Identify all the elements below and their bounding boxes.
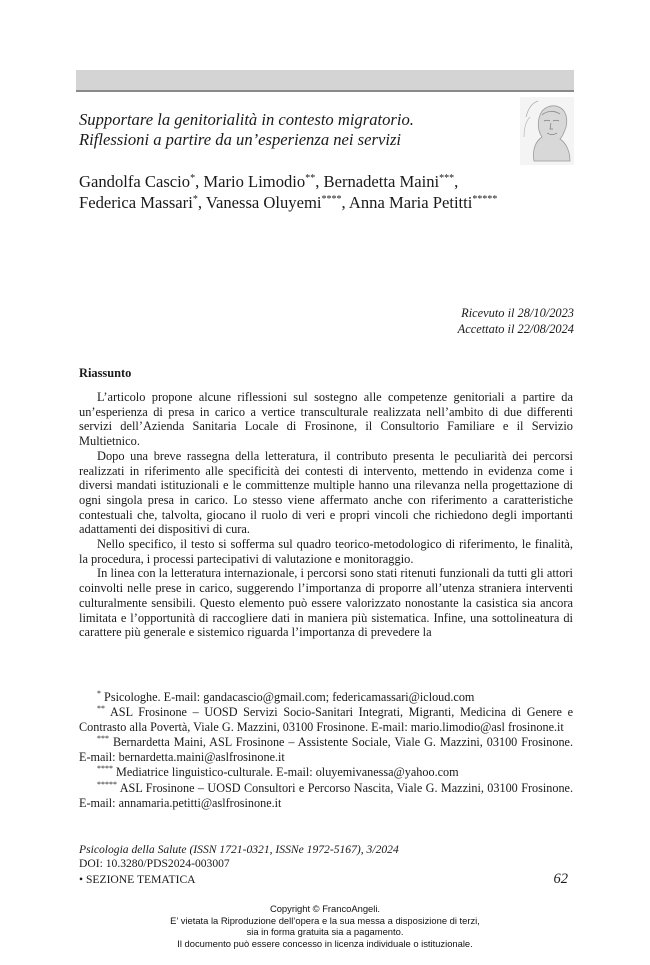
author-footnote-mark: * bbox=[190, 173, 196, 184]
footnote-mark: **** bbox=[97, 764, 113, 774]
footnote-mark: *** bbox=[97, 734, 109, 744]
article-title-line-2: Riflessioni a partire da un’esperienza nei servizi bbox=[79, 130, 402, 149]
section-label: • SEZIONE TEMATICA bbox=[79, 873, 196, 886]
journal-info bbox=[79, 843, 399, 870]
header-bar bbox=[76, 70, 574, 90]
footnote bbox=[79, 765, 573, 780]
author-footnote-mark: *** bbox=[439, 173, 455, 184]
footnotes bbox=[79, 690, 573, 811]
copyright-line: sia in forma gratuita sia a pagamento. bbox=[246, 926, 404, 938]
header-rule bbox=[76, 90, 574, 92]
author: Bernadetta Maini***, bbox=[323, 172, 459, 191]
footnote-text: Psicologhe. E-mail: gandacascio@gmail.com; federicamassari@icloud.com bbox=[104, 690, 475, 704]
article-title bbox=[79, 110, 499, 150]
abstract-heading: Riassunto bbox=[79, 366, 132, 380]
abstract-paragraph: In linea con la letteratura internazionale, i percorsi sono stati ritenuti funzionali da tutti gli attori coinvolti nelle prese in carico, suggerendo l’importanza di proporre all’utenza straniera interventi culturalmente sensibili. Questo elemento può essere valorizzato nonostante la casistica sia ancora limitata e l’opportunità di raccogliere dati in maniera più sistematica. Infine, una sottolineatura di carattere più generale e sistemico riguarda l’importanza di prevedere la bbox=[79, 566, 573, 640]
footnote-text: ASL Frosinone – UOSD Consultori e Percorso Nascita, Viale G. Mazzini, 03100 Frosinone. E-mail: annamaria.petitti@aslfrosinone.it bbox=[79, 780, 573, 810]
journal-citation: Psicologia della Salute (ISSN 1721-0321, ISSNe 1972-5167), 3/2024 bbox=[79, 843, 399, 856]
abstract-paragraph: Dopo una breve rassegna della letteratura, il contributo presenta le peculiarità dei percorsi realizzati in riferimento alle specificità dei contesti di intervento, mettendo in evidenza come i diversi mandati istituzionali e le committenze multiple hanno una rilevanza nella progettazione di ogni singola presa in carico. Lo stesso viene affermato anche con riferimento a caratteristiche contestuali che, talvolta, giocano il ruolo di veri e propri vincoli che richiedono degli importanti adattamenti dei dispositivi di cura. bbox=[79, 448, 573, 537]
author-footnote-mark: * bbox=[192, 194, 198, 205]
author: Vanessa Oluyemi****, bbox=[205, 193, 349, 212]
footnote-mark: ** bbox=[97, 704, 105, 714]
abstract-body bbox=[79, 390, 573, 640]
copyright-notice bbox=[0, 903, 650, 949]
footnote bbox=[79, 781, 573, 811]
author-footnote-mark: ***** bbox=[472, 194, 498, 205]
copyright-line: Copyright © FrancoAngeli. bbox=[269, 903, 381, 914]
abstract-paragraph: Nello specifico, il testo si sofferma sul quadro teorico-metodologico di riferimento, le finalità, la procedura, i processi partecipativi di valutazione e monitoraggio. bbox=[79, 537, 573, 566]
copyright-line: E’ vietata la Riproduzione dell’opera e la sua messa a disposizione di terzi, bbox=[170, 914, 480, 926]
submission-dates bbox=[458, 306, 574, 337]
journal-doi: DOI: 10.3280/PDS2024-003007 bbox=[79, 856, 230, 870]
journal-portrait-logo bbox=[520, 97, 574, 165]
footnote-mark: * bbox=[97, 689, 101, 698]
author: Gandolfa Cascio*, bbox=[79, 172, 204, 191]
accepted-date: Accettato il 22/08/2024 bbox=[457, 321, 574, 336]
author: Anna Maria Petitti***** bbox=[348, 193, 498, 212]
copyright-line: Il documento può essere concesso in licenza individuale o istituzionale. bbox=[177, 937, 473, 949]
author: Mario Limodio**, bbox=[203, 172, 324, 191]
article-title-line-1: Supportare la genitorialità in contesto migratorio. bbox=[79, 110, 414, 129]
footnote-mark: ***** bbox=[97, 779, 117, 789]
abstract-paragraph: L’articolo propone alcune riflessioni sul sostegno alle competenze genitoriali a partire da un’esperienza di presa in carico a vertice transculturale realizzata nell’ambito di due differenti servizi dell’Azienda Sanitaria Locale di Frosinone, il Consultorio Familiare e il Servizio Multietnico. bbox=[79, 390, 573, 449]
footnote-text: ASL Frosinone – UOSD Servizi Socio-Sanitari Integrati, Migranti, Medicina di Genere e Contrasto alla Povertà, Viale G. Mazzini, 03100 Frosinone. E-mail: mario.limodio@asl frosinone.it bbox=[79, 705, 574, 735]
author-list bbox=[79, 171, 579, 213]
footnote bbox=[79, 705, 573, 735]
author-footnote-mark: **** bbox=[321, 194, 342, 205]
received-date: Ricevuto il 28/10/2023 bbox=[461, 306, 574, 320]
footnote-text: Mediatrice linguistico-culturale. E-mail: oluyemivanessa@yahoo.com bbox=[116, 765, 459, 780]
author-footnote-mark: ** bbox=[305, 173, 316, 184]
footnote-text: Bernardetta Maini, ASL Frosinone – Assistente Sociale, Viale G. Mazzini, 03100 Frosinone. E-mail: bernardetta.maini@aslfrosinone.it bbox=[79, 735, 574, 765]
author: Federica Massari*, bbox=[79, 193, 206, 212]
footnote bbox=[79, 690, 573, 705]
page-number: 62 bbox=[553, 871, 568, 887]
footnote bbox=[79, 735, 573, 765]
